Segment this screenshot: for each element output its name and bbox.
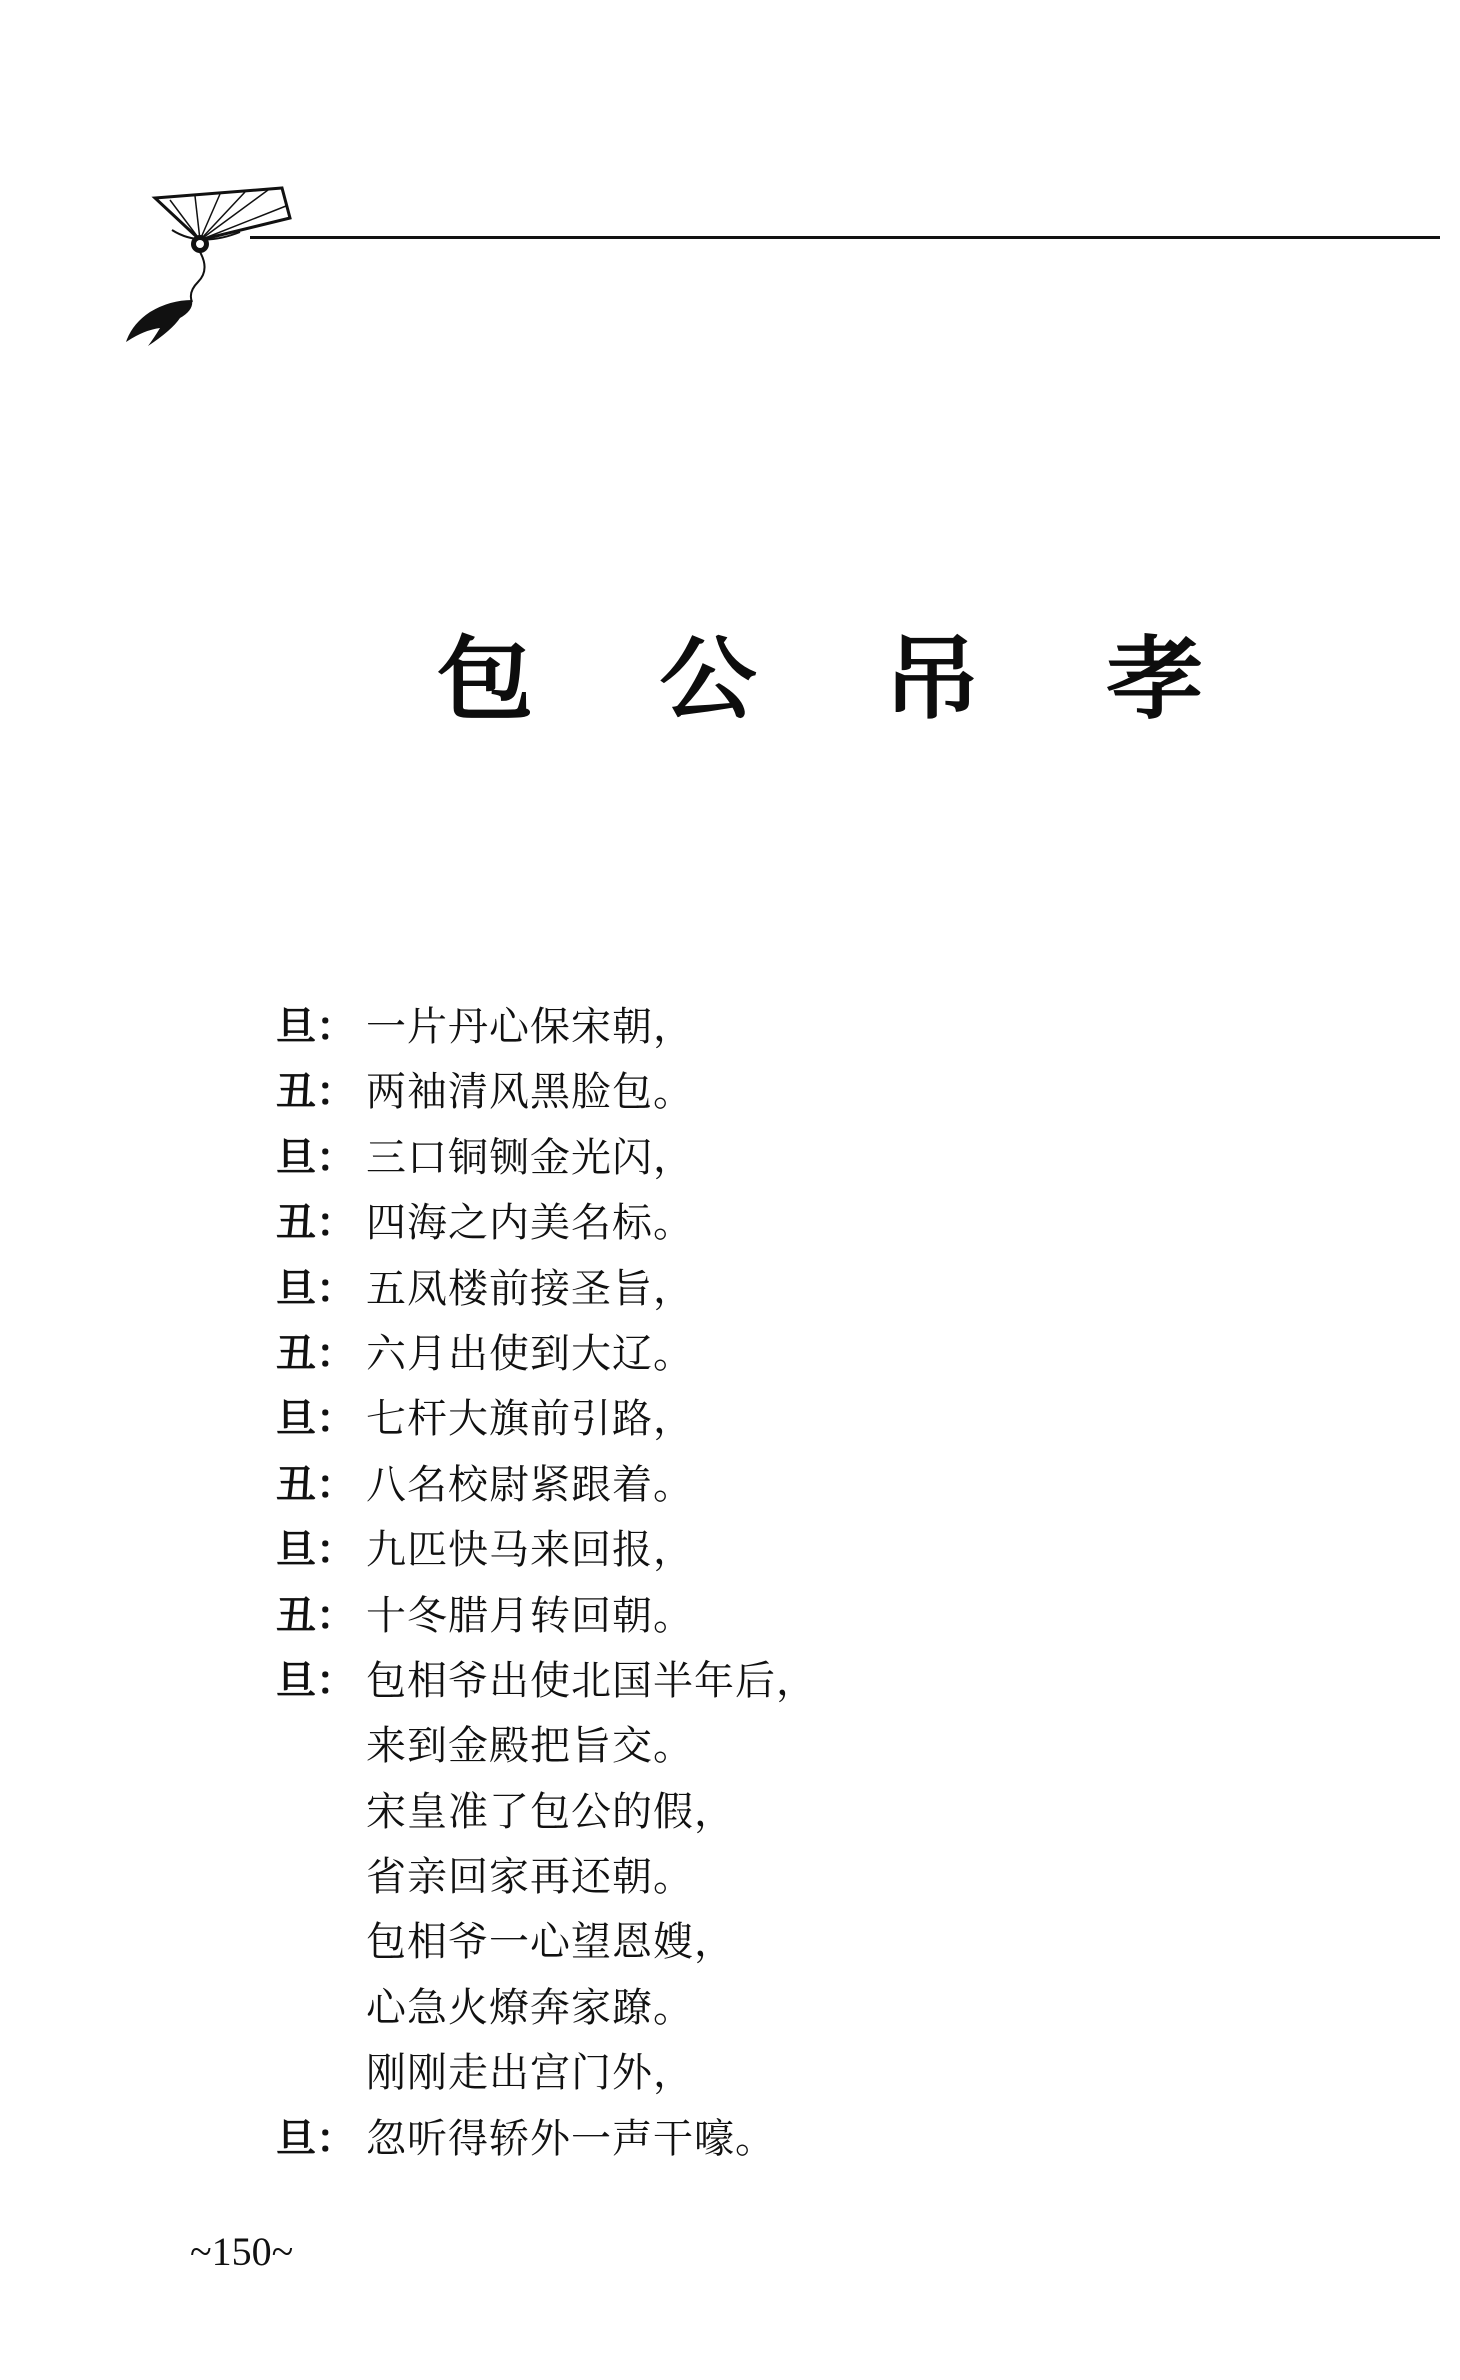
line-text: 包相爷一心望恩嫂， <box>366 1919 735 1966</box>
title-char: 公 <box>659 627 757 732</box>
line-text: 刚刚走出宫门外， <box>366 2050 694 2097</box>
dialogue-line <box>276 1453 1276 1518</box>
speaker-label: 丑： <box>276 1069 356 1116</box>
dialogue-line <box>276 1126 1276 1191</box>
speaker-label: 丑： <box>276 1461 356 1508</box>
line-text: 一片丹心保宋朝， <box>366 1004 694 1050</box>
dialogue-line <box>276 1322 1276 1387</box>
dialogue-line <box>276 1060 1276 1125</box>
line-text: 宋皇准了包公的假， <box>366 1788 735 1835</box>
dialogue-line <box>276 1780 1276 1845</box>
dialogue-line <box>276 995 1276 1060</box>
line-text: 四海之内美名标。 <box>366 1200 694 1247</box>
dialogue-line <box>276 1584 1276 1649</box>
dialogue-line <box>276 2041 1276 2106</box>
title-char: 吊 <box>883 627 981 732</box>
dialogue-line <box>276 1257 1276 1322</box>
speaker-label: 旦： <box>276 1657 356 1704</box>
title-char: 孝 <box>1106 627 1204 732</box>
line-text: 来到金殿把旨交。 <box>366 1723 694 1770</box>
title-char: 包 <box>436 627 534 732</box>
speaker-label: 旦： <box>276 2115 356 2162</box>
speaker-label: 丑： <box>276 1592 356 1639</box>
speaker-label: 旦： <box>276 1134 356 1181</box>
page-title <box>436 620 1204 740</box>
line-text: 十冬腊月转回朝。 <box>366 1592 694 1639</box>
speaker-label: 旦： <box>276 1004 356 1050</box>
dialogue-line <box>276 1387 1276 1452</box>
dialogue-line <box>276 1191 1276 1256</box>
dialogue-line <box>276 1714 1276 1779</box>
dialogue-line <box>276 1910 1276 1975</box>
line-text: 包相爷出使北国半年后， <box>366 1657 817 1704</box>
line-text: 六月出使到大辽。 <box>366 1330 694 1377</box>
line-text: 两袖清风黑脸包。 <box>366 1069 694 1116</box>
line-text: 心急火燎奔家蹽。 <box>366 1984 694 2031</box>
line-text: 五凤楼前接圣旨， <box>366 1265 694 1312</box>
line-text: 七杆大旗前引路， <box>366 1396 694 1443</box>
dialogue-line <box>276 1518 1276 1583</box>
header-rule <box>250 236 1440 239</box>
dialogue-line <box>276 1649 1276 1714</box>
speaker-label: 旦： <box>276 1265 356 1312</box>
speaker-label: 旦： <box>276 1527 356 1574</box>
speaker-label: 丑： <box>276 1330 356 1377</box>
page-number: ~150~ <box>190 2229 294 2274</box>
dialogue-body <box>276 995 1276 2172</box>
line-text: 忽听得轿外一声干嚎。 <box>366 2115 776 2162</box>
line-text: 三口铜铡金光闪， <box>366 1134 694 1181</box>
dialogue-line <box>276 1845 1276 1910</box>
speaker-label: 丑： <box>276 1200 356 1247</box>
line-text: 省亲回家再还朝。 <box>366 1854 694 1901</box>
line-text: 九匹快马来回报， <box>366 1527 694 1574</box>
dialogue-line <box>276 2107 1276 2172</box>
speaker-label: 旦： <box>276 1396 356 1443</box>
line-text: 八名校尉紧跟着。 <box>366 1461 694 1508</box>
fan-ornament-icon <box>110 170 310 350</box>
dialogue-line <box>276 1976 1276 2041</box>
